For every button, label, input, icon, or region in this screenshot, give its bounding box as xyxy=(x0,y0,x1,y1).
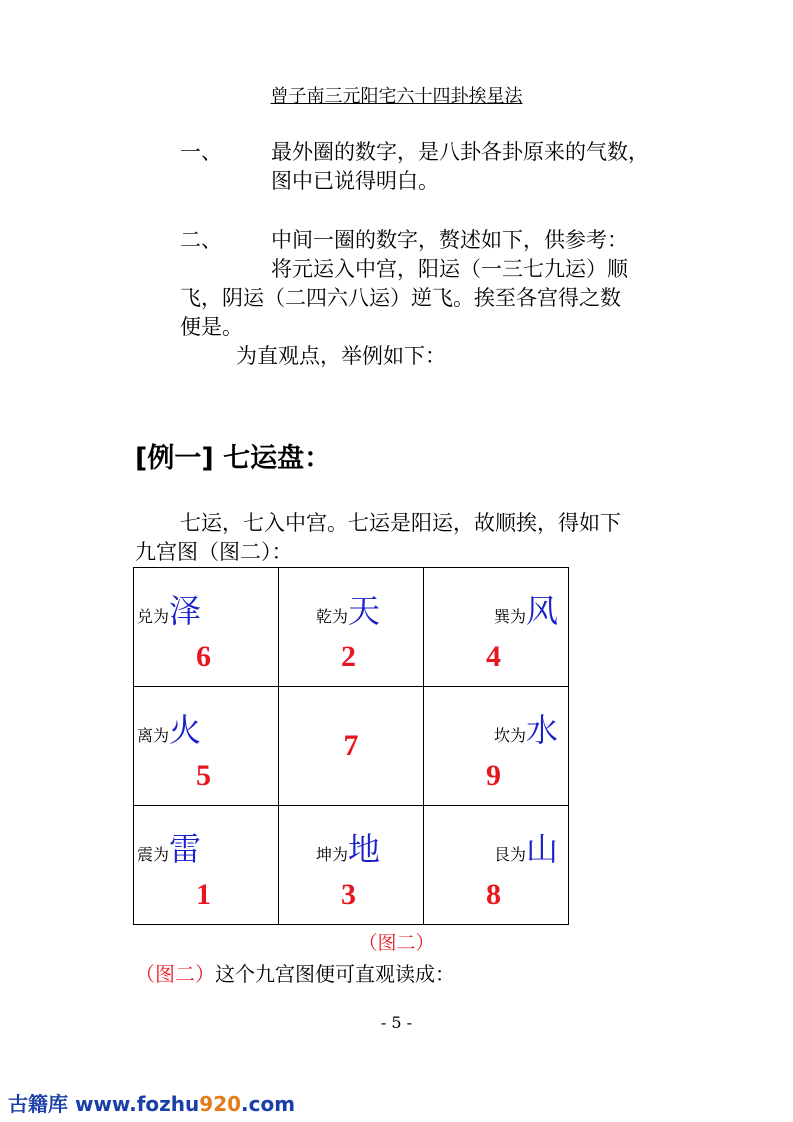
example-heading: [例一] 七运盘： xyxy=(135,443,332,474)
figure-reading-text: 这个九宫图便可直观读成： xyxy=(215,962,455,986)
grid-cell-gen xyxy=(424,806,569,925)
figure-caption: （图二） xyxy=(358,932,435,954)
para2-line5: 为直观点，举例如下： xyxy=(236,344,446,368)
cell-number: 4 xyxy=(486,640,501,673)
grid-cell-li xyxy=(134,687,279,806)
cell-number: 6 xyxy=(196,640,211,673)
para1-line1: 最外圈的数字，是八卦各卦原来的气数， xyxy=(271,140,649,164)
cell-char: 山 xyxy=(526,830,559,868)
para2-line1: 中间一圈的数字，赘述如下，供参考： xyxy=(271,228,628,252)
cell-prefix: 离为 xyxy=(137,726,170,745)
grid-cell-kun xyxy=(279,806,424,925)
cell-char: 火 xyxy=(169,711,202,749)
grid-cell-center xyxy=(279,687,424,806)
page-number: - 5 - xyxy=(380,1013,413,1032)
figure-reading-line xyxy=(135,958,455,987)
grid-cell-kan xyxy=(424,687,569,806)
cell-char: 水 xyxy=(526,711,559,749)
para1-marker: 一、 xyxy=(180,140,222,164)
cell-char: 泽 xyxy=(169,592,202,630)
grid-cell-xun xyxy=(424,568,569,687)
nine-palace-grid xyxy=(133,567,569,925)
grid-cell-dui xyxy=(134,568,279,687)
example-text-line1: 七运，七入中宫。七运是阳运，故顺挨，得如下 xyxy=(180,511,621,535)
cell-prefix: 艮为 xyxy=(494,845,527,864)
example-text-line2: 九宫图（图二）： xyxy=(135,540,293,564)
cell-prefix: 乾为 xyxy=(316,607,349,626)
cell-char: 天 xyxy=(348,592,381,630)
figure-ref: （图二） xyxy=(135,962,215,986)
cell-prefix: 坤为 xyxy=(316,845,349,864)
cell-number: 3 xyxy=(341,878,356,911)
cell-number: 2 xyxy=(341,640,356,673)
cell-prefix: 震为 xyxy=(137,845,170,864)
cell-char: 地 xyxy=(348,830,381,868)
watermark-text-1: 古籍库 www.fozhu xyxy=(8,1092,200,1116)
cell-number: 7 xyxy=(343,729,359,762)
cell-char: 风 xyxy=(526,592,559,630)
para2-marker: 二、 xyxy=(180,228,222,252)
cell-number: 5 xyxy=(196,759,211,792)
site-watermark xyxy=(8,1088,295,1117)
cell-number: 8 xyxy=(486,878,501,911)
cell-number: 1 xyxy=(196,878,211,911)
para2-line2: 将元运入中宫，阳运（一三七九运）顺 xyxy=(271,257,628,281)
page-title: 曾子南三元阳宅六十四卦挨星法 xyxy=(270,86,523,107)
grid-cell-qian xyxy=(279,568,424,687)
cell-prefix: 坎为 xyxy=(494,726,527,745)
para2-line3: 飞，阴运（二四六八运）逆飞。挨至各宫得之数 xyxy=(180,286,621,310)
cell-number: 9 xyxy=(486,759,501,792)
watermark-text-3: .com xyxy=(241,1092,296,1116)
cell-prefix: 巽为 xyxy=(494,607,527,626)
cell-prefix: 兑为 xyxy=(137,607,170,626)
watermark-text-2: 920 xyxy=(199,1092,242,1116)
para1-line2: 图中已说得明白。 xyxy=(271,169,439,193)
para2-line4: 便是。 xyxy=(180,315,243,339)
grid-cell-zhen xyxy=(134,806,279,925)
cell-char: 雷 xyxy=(169,830,202,868)
